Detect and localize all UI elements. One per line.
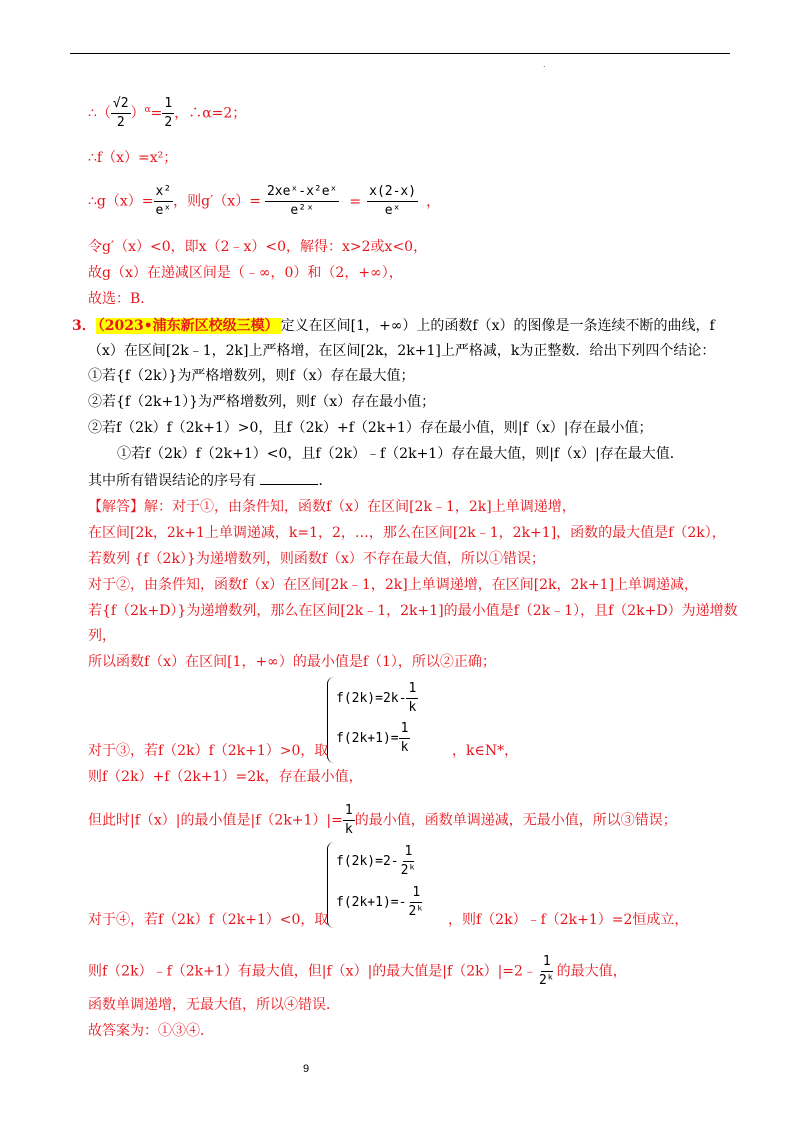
fraction-g xyxy=(154,183,174,220)
text: 的最小值，函数单调递减，无最小值，所以③错误； xyxy=(354,812,677,829)
question-3-stem xyxy=(72,316,715,336)
sol-line-5: 若{f（2k+D）}为递增数列，那么在区间[2k﹣1，2k+1]的最小值是f（2k﹣1），且f（2k+D）为递增数 xyxy=(88,603,738,619)
text: ， xyxy=(426,193,441,210)
question-number: 3． xyxy=(72,318,96,334)
conclusion-4: ①若f（2k）f（2k+1）<0，且f（2k）﹣f（2k+1）存在最大值，则|f（x）|存在最大值． xyxy=(117,446,684,462)
denominator: e²ˣ xyxy=(290,203,314,218)
numerator: 2xeˣ-x²eˣ xyxy=(265,183,339,202)
text: 其中所有错误结论的序号有 xyxy=(88,473,256,489)
question-ask xyxy=(88,470,332,491)
text: ，∴α=2； xyxy=(174,105,247,122)
question-3-stem-cont: （x）在区间[2k﹣1，2k]上严格增，在区间[2k，2k+1]上严格减，k为正整数．给出下列四个结论： xyxy=(88,343,716,359)
numerator: 1 xyxy=(410,884,422,903)
text: ∴（ xyxy=(88,105,111,122)
system-2-eq-2 xyxy=(336,884,426,921)
sol-line-1: 【解答】解：对于①，由条件知，函数f（x）在区间[2k﹣1，2k]上单调递增， xyxy=(88,499,576,515)
denominator: k xyxy=(400,740,409,755)
numerator: x(2-x) xyxy=(367,183,418,202)
denominator: k xyxy=(344,822,353,837)
denominator: k xyxy=(408,700,417,715)
numerator: 1 xyxy=(399,720,411,739)
text: 的最大值， xyxy=(556,963,627,980)
text: f(2k)=2- xyxy=(336,854,399,869)
sol-line-11-pre: 对于④，若f（2k）f（2k+1）<0，取 xyxy=(88,912,329,928)
denominator: eˣ xyxy=(384,203,401,218)
conclusion-2: ②若{f（2k+1）}为严格增数列，则f（x）存在最小值； xyxy=(88,394,436,410)
header-rule xyxy=(70,53,730,54)
sol-line-9: 则f（2k）+f（2k+1）=2k，存在最小值， xyxy=(88,769,363,785)
text: 但此时|f（x）|的最小值是|f（2k+1）|= xyxy=(88,812,343,829)
denominator: 2ᵏ xyxy=(400,863,417,878)
fraction-one-half xyxy=(162,95,174,132)
numerator: 1 xyxy=(541,953,553,972)
text: ． xyxy=(318,473,333,489)
fraction xyxy=(406,680,418,717)
denominator: eˣ xyxy=(155,203,172,218)
denominator: 2 xyxy=(116,115,125,130)
text: = xyxy=(150,105,163,122)
page-number: 9 xyxy=(303,1063,310,1075)
solution-line-gx xyxy=(88,183,440,220)
solution-line-fx: ∴f（x）=x²； xyxy=(88,150,178,166)
sol-line-12 xyxy=(88,953,627,990)
fraction xyxy=(399,720,411,757)
solution-line-interval: 故g（x）在递减区间是（﹣∞，0）和（2，+∞）， xyxy=(88,265,403,281)
superscript: α xyxy=(144,104,151,115)
numerator: 1 xyxy=(343,802,355,821)
sol-line-13: 函数单调递增，无最大值，所以④错误． xyxy=(88,997,340,1013)
text: f(2k)=2k- xyxy=(336,691,407,706)
sol-line-8-post: ，k∈N*， xyxy=(452,743,519,759)
fraction xyxy=(399,843,419,880)
solution-line-alpha xyxy=(88,95,246,132)
text: ∴g（x）= xyxy=(88,193,154,210)
system-1-eq-2 xyxy=(336,720,410,757)
sol-line-3: 若数列 {f（2k）}为递增数列，则函数f（x）不存在最大值，所以①错误； xyxy=(88,551,545,567)
sol-line-8-pre: 对于③，若f（2k）f（2k+1）>0，取 xyxy=(88,743,329,759)
source-badge: （2023•浦东新区校级三模） xyxy=(97,318,279,334)
sol-line-2: 在区间[2k，2k+1上单调递减，k=1，2，…，那么在区间[2k﹣1，2k+1]，函数的最大值是f（2k）， xyxy=(88,525,726,541)
denominator: 2ᵏ xyxy=(408,904,425,919)
sol-line-11-post: ，则f（2k）﹣f（2k+1）=2恒成立， xyxy=(448,912,689,928)
numerator: 1 xyxy=(403,843,415,862)
system-2-eq-1 xyxy=(336,843,418,880)
numerator: x² xyxy=(154,183,174,202)
text: = xyxy=(349,193,362,210)
denominator: 2ᵏ xyxy=(538,973,555,988)
sol-line-7: 所以函数f（x）在区间[1，+∞）的最小值是f（1），所以②正确； xyxy=(88,654,496,670)
fraction xyxy=(406,884,426,921)
text: f(2k+1)=- xyxy=(336,895,407,910)
numerator: 1 xyxy=(406,680,418,699)
fraction-simplified xyxy=(367,183,418,220)
sol-line-14: 故答案为：①③④． xyxy=(88,1023,214,1039)
sol-line-4: 对于②，由条件知，函数f（x）在区间[2k﹣1，2k]上单调递增，在区间[2k，2k+1]上单调递减， xyxy=(88,577,699,593)
sol-line-6: 列， xyxy=(88,628,116,644)
numerator: 1 xyxy=(162,95,174,114)
answer-blank xyxy=(260,470,318,485)
text: 定义在区间[1，+∞）上的函数f（x）的图像是一条连续不断的曲线，f xyxy=(280,318,715,334)
fraction-one-over-2k xyxy=(537,953,557,990)
header-dot: . xyxy=(543,60,546,69)
text: f(2k+1)= xyxy=(336,731,399,746)
text: ） xyxy=(130,105,145,122)
conclusion-3: ②若f（2k）f（2k+1）>0，且f（2k）+f（2k+1）存在最小值，则|f（x）|存在最小值； xyxy=(88,420,653,436)
text: ，则g′（x）= xyxy=(173,193,261,210)
text: 则f（2k）﹣f（2k+1）有最大值，但|f（x）|的最大值是|f（2k）|=2﹣ xyxy=(88,963,537,980)
numerator: √2 xyxy=(111,95,131,114)
fraction-one-over-k xyxy=(343,802,355,839)
conclusion-1: ①若{f（2k）}为严格增数列，则f（x）存在最大值； xyxy=(88,368,415,384)
system-1-eq-1 xyxy=(336,680,418,717)
fraction-sqrt2-over-2 xyxy=(111,95,131,132)
denominator: 2 xyxy=(164,115,173,130)
solution-line-choice: 故选：B． xyxy=(88,291,155,307)
fraction-derivative xyxy=(265,183,339,220)
solution-line-condition: 令g′（x）<0，即x（2﹣x）<0，解得：x>2或x<0， xyxy=(88,239,428,255)
sol-line-10 xyxy=(88,802,677,839)
